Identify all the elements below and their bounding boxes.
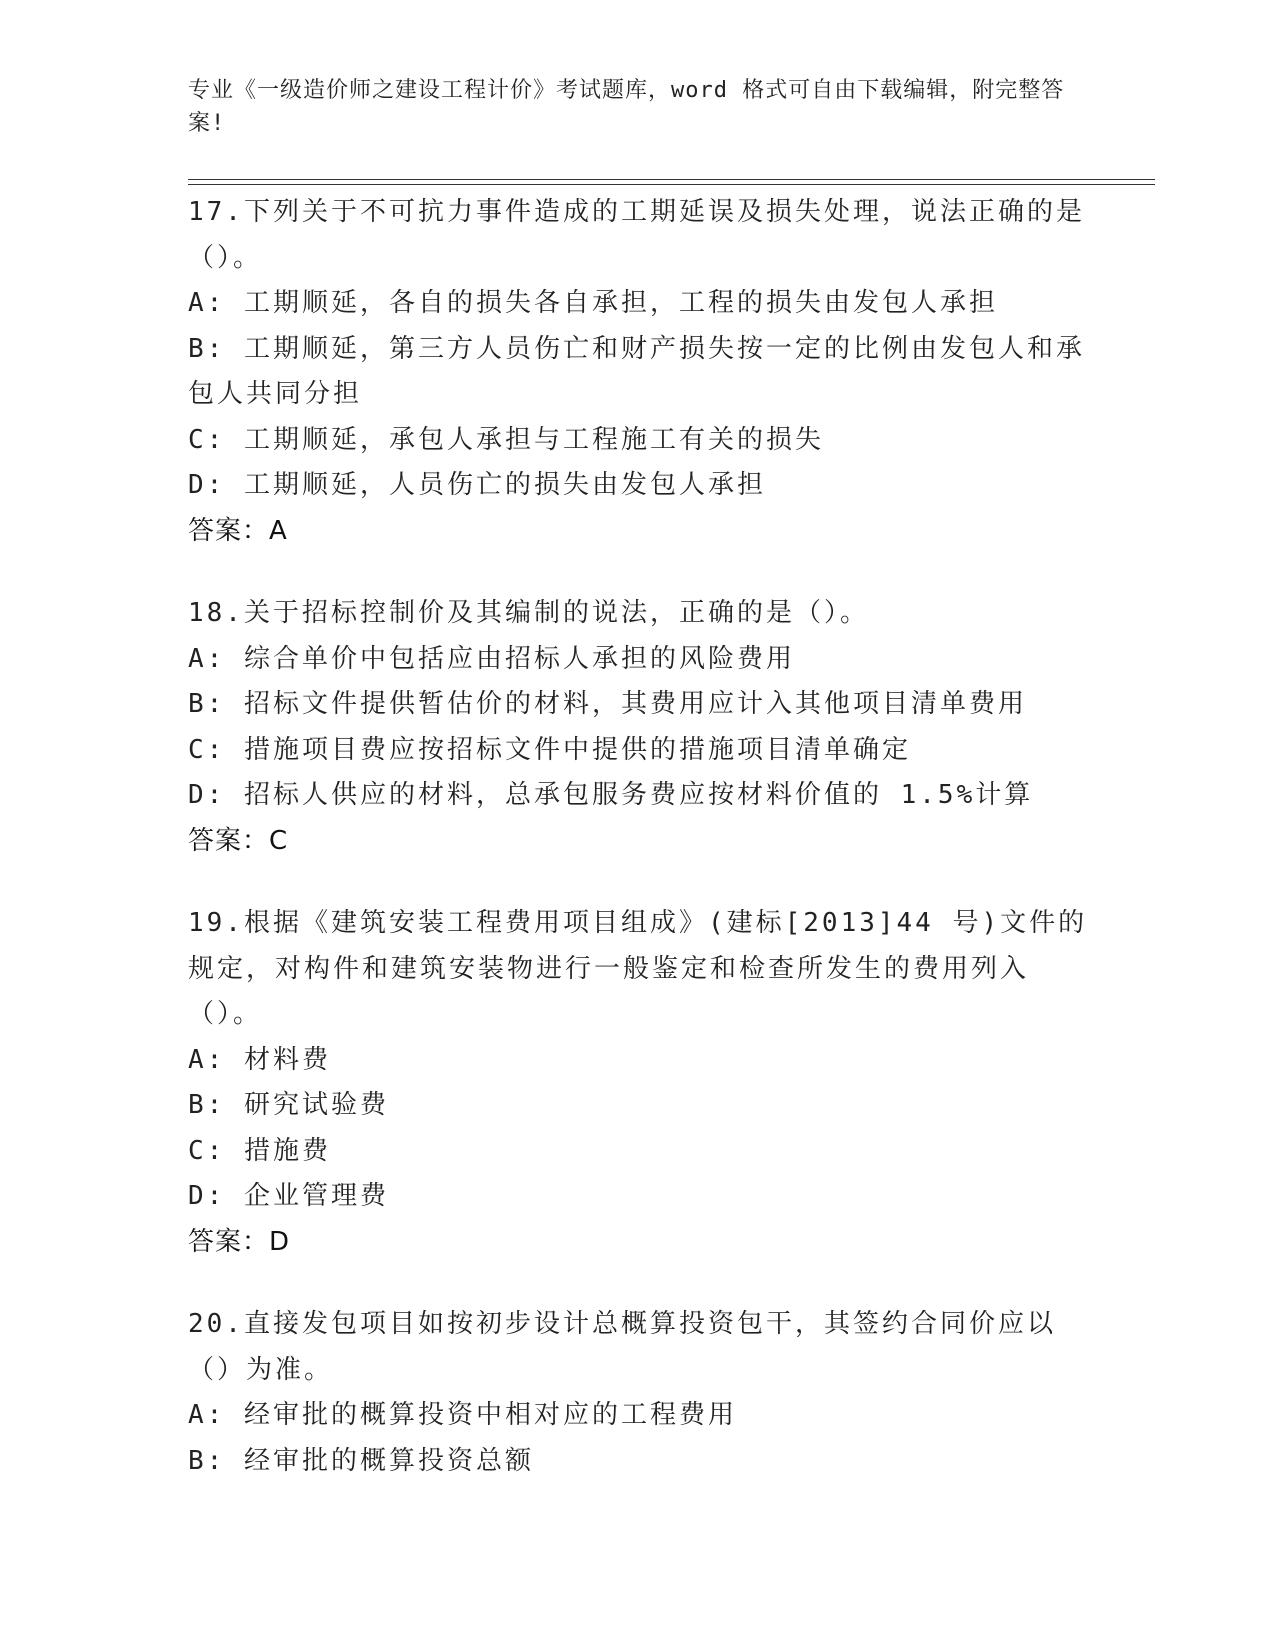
option-d: D: 工期顺延，人员伤亡的损失由发包人承担 bbox=[188, 470, 766, 500]
option-b: B: 招标文件提供暂估价的材料，其费用应计入其他项目清单费用 bbox=[188, 689, 1027, 719]
option-a: A: 经审批的概算投资中相对应的工程费用 bbox=[188, 1400, 737, 1430]
document-header bbox=[188, 74, 1088, 140]
option-c: C: 措施项目费应按招标文件中提供的措施项目清单确定 bbox=[188, 734, 911, 765]
header-rule-top bbox=[188, 179, 1155, 180]
question-text: 17.下列关于不可抗力事件造成的工期延误及损失处理，说法正确的是（）。 bbox=[188, 197, 1085, 273]
question-text: 20.直接发包项目如按初步设计总概算投资包干，其签约合同价应以（）为准。 bbox=[188, 1309, 1056, 1385]
question-18 bbox=[188, 591, 1088, 864]
option-c: C: 工期顺延，承包人承担与工程施工有关的损失 bbox=[188, 424, 824, 455]
answer-label: 答案：C bbox=[188, 825, 289, 856]
option-a: A: 材料费 bbox=[188, 1044, 331, 1075]
option-b: B: 研究试验费 bbox=[188, 1090, 389, 1120]
header-text: 专业《一级造价师之建设工程计价》考试题库，word 格式可自由下载编辑，附完整答案! bbox=[188, 78, 1065, 136]
question-list bbox=[188, 190, 1088, 1521]
question-text: 19.根据《建筑安装工程费用项目组成》(建标[2013]44 号)文件的规定，对构件和建筑安装物进行一般鉴定和检查所发生的费用列入（）。 bbox=[188, 908, 1088, 1029]
question-20 bbox=[188, 1302, 1088, 1484]
answer-label: 答案：D bbox=[188, 1226, 291, 1257]
option-d: D: 招标人供应的材料，总承包服务费应按材料价值的 1.5%计算 bbox=[188, 780, 1034, 810]
option-d: D: 企业管理费 bbox=[188, 1181, 389, 1211]
option-a: A: 综合单价中包括应由招标人承担的风险费用 bbox=[188, 643, 795, 674]
option-b: B: 工期顺延，第三方人员伤亡和财产损失按一定的比例由发包人和承包人共同分担 bbox=[188, 333, 1085, 409]
header-rule-bottom bbox=[188, 184, 1155, 185]
question-19 bbox=[188, 901, 1088, 1265]
option-b: B: 经审批的概算投资总额 bbox=[188, 1445, 534, 1476]
answer-label: 答案：A bbox=[188, 515, 288, 546]
option-c: C: 措施费 bbox=[188, 1135, 331, 1166]
question-text: 18.关于招标控制价及其编制的说法，正确的是（）。 bbox=[188, 598, 869, 628]
option-a: A: 工期顺延，各自的损失各自承担，工程的损失由发包人承担 bbox=[188, 288, 998, 318]
question-17 bbox=[188, 190, 1088, 554]
